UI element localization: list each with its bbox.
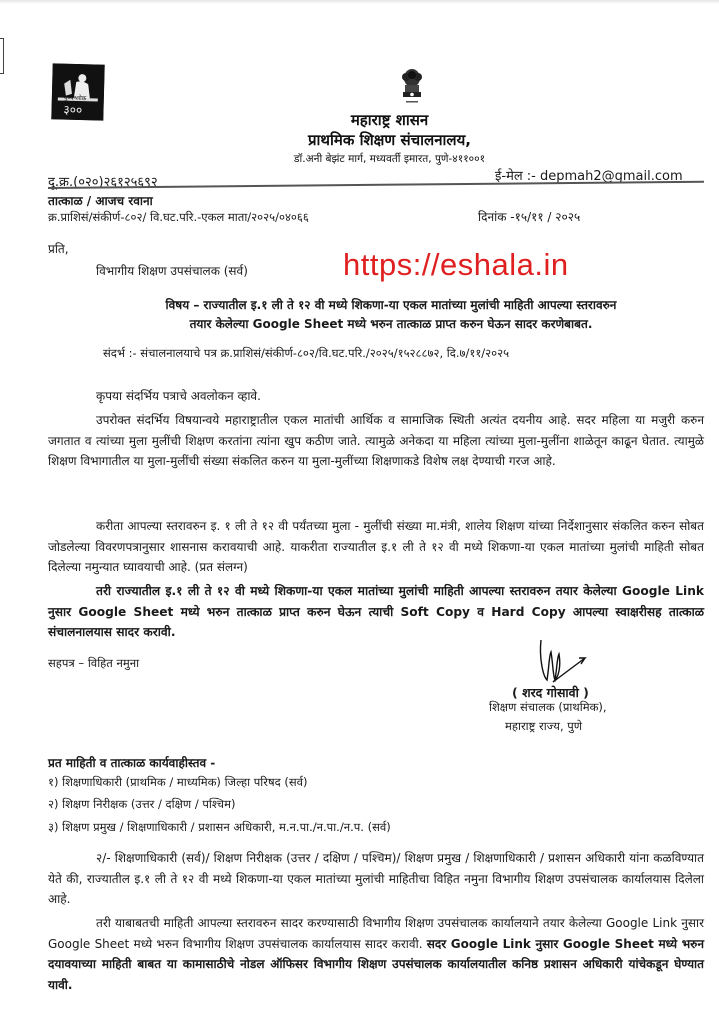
paragraph-1: उपरोक्त संदर्भिय विषयान्वये महाराष्ट्रातील एकल मातांची आर्थिक व सामाजिक स्थिती अत्यंत दयनीय आहे. सदर महिला या मजुरी करुन जगतात व त्यांच्या मुला मुलींची शिक्षण करतांना त्यांना खुप कठीण जाते. त्यामुळे अनेकदा या महिला त्यांच्या मुला-मुलींना शाळेतून काढून घेतात. त्यामुळे शिक्षण विभागातील या मुला-मुलींची संख्या संकलित करुन या मुला-मुलींच्या शिक्षणाकडे विशेष लक्ष देण्याची गरज आहे. xyxy=(48,413,704,468)
addressee: विभागीय शिक्षण उपसंचालक (सर्व) xyxy=(96,264,248,278)
subject-line-1: विषय – राज्यातील इ.१ ली ते १२ वी मध्ये शिकणा-या एकल मातांच्या मुलांची माहिती आपल्या स्तरावरुन xyxy=(165,298,617,312)
paragraph-4: २/- शिक्षणाधिकारी (सर्व)/ शिक्षण निरीक्षक (उत्तर / दक्षिण / पश्चिम)/ शिक्षण प्रमुख / शिक्षणाधिकारी / प्रशासन अधिकारी यांना कळविण्यात येते की, राज्यातील इ.१ ली ते १२ वी मध्ये शिकणा-या एकल मातांच्या मुलांची माहितीचा विहित नमुना विभागीय शिक्षण उपसंचालक कार्यालयास दिलेला आहे. xyxy=(48,851,704,906)
enclosure-label: सहपत्र – विहित नमुना xyxy=(48,656,140,670)
signature-icon xyxy=(535,638,625,688)
paragraph-2: करीता आपल्या स्तरावरुन इ. १ ली ते १२ वी पर्यंतच्या मुला - मुलींची संख्या मा.मंत्री, शालेय शिक्षण यांच्या निर्देशानुसार संकलित करुन सोबत जोडलेल्या विवरणपत्रानुसार शासनास करावयाची आहे. याकरीता राज्यातील इ.१ ली ते १२ वी मध्ये शिकणा-या एकल मातांच्या मुलांची माहिती सोबत दिलेल्या नमुन्यात घ्यावयाची आहे. (प्रत संलग्न) xyxy=(48,519,704,574)
paragraph-5-normal: तरी याबाबतची माहिती आपल्या स्तरावरुन सादर करण्यासाठी विभागीय शिक्षण उपसंचालक कार्यालयाने तयार केलेल्या Google Link नुसार Google Sheet मध्ये भरुन विभागीय शिक्षण उपसंचालक कार्यालयास सादर करावी. xyxy=(48,916,704,951)
paragraph-3: तरी राज्यातील इ.१ ली ते १२ वी मध्ये शिकणा-या एकल मातांच्या मुलांची माहिती आपल्या स्तरावरुन तयार केलेल्या Google Link नुसार Google Sheet मध्ये भरुन तात्काळ प्राप्त करुन घेऊन त्याची Soft Copy व Hard Copy आपल्या स्वाक्षरीसह तात्काळ संचालनालयास सादर करावी. xyxy=(48,584,704,639)
urgency-label: तात्काळ / आजच रवाना xyxy=(48,194,153,208)
greeting: कृपया संदर्भिय पत्राचे अवलोकन व्हावे. xyxy=(96,389,261,403)
svg-text:पुण्यश्लोक: पुण्यश्लोक xyxy=(63,94,87,103)
subject-line-2: तयार केलेल्या Google Sheet मध्ये भरुन तात्काळ प्राप्त करुन घेऊन सादर करणेबाबत. xyxy=(189,317,593,331)
email-address: ई-मेल :- depmah2@gmail.com xyxy=(495,169,683,184)
signatory-place: महाराष्ट्र राज्य, पुणे xyxy=(505,719,583,733)
signatory-name: ( शरद गोसावी ) xyxy=(512,685,589,700)
office-address: डॉ.अनी बेझंट मार्ग, मध्यवर्ती इमारत, पुणे-४११००१ xyxy=(293,153,486,165)
copy-to-title: प्रत माहिती व तात्काळ कार्यवाहीस्तव - xyxy=(48,756,216,770)
watermark-url: https://eshala.in xyxy=(343,247,569,282)
corner-mark xyxy=(0,38,4,74)
to-label: प्रति, xyxy=(48,242,69,256)
letter-date: दिनांक -१५/११ / २०२५ xyxy=(478,210,581,224)
reference-number: क्र.प्राशिसं/संकीर्ण-८०२/ वि.घट.परि.-एकल माता/२०२५/०४०६६ xyxy=(48,210,309,224)
government-name: महाराष्ट्र शासन xyxy=(350,111,429,129)
copy-to-item: १) शिक्षणाधिकारी (प्राथमिक / माध्यमिक) जिल्हा परिषद (सर्व) xyxy=(48,775,308,789)
office-name: प्राथमिक शिक्षण संचालनालय, xyxy=(307,131,471,149)
ashoka-emblem-icon xyxy=(397,68,427,108)
reference-line: संदर्भ :- संचालनालयाचे पत्र क्र.प्राशिसं/संकीर्ण-८०२/वि.घट.परि./२०२५/१५२८८७२, दि.७/११/२०२५ xyxy=(103,346,510,360)
paragraph-5 xyxy=(48,913,704,995)
paragraph-5-bold: सदर Google Link नुसार Google Sheet मध्ये भरुन दयावयाच्या माहिती बाबत या कामासाठीचे नोडल ऑफिसर विभागीय शिक्षण उपसंचालक कार्यालयातील कनिष्ठ प्रशासन अधिकारी यांचेकडून घेण्यात यावी. xyxy=(48,936,705,992)
copy-to-item: ३) शिक्षण प्रमुख / शिक्षणाधिकारी / प्रशासन अधिकारी, म.न.पा./न.पा./न.प. (सर्व) xyxy=(48,820,391,834)
signatory-designation: शिक्षण संचालक (प्राथमिक), xyxy=(489,700,607,714)
subject-block xyxy=(96,296,686,334)
svg-text:३००: ३०० xyxy=(63,102,83,118)
page-edge-shadow xyxy=(0,0,719,4)
phone-number: दू.क्र.(०२०)२६१२५६९२ xyxy=(48,175,158,190)
copy-to-item: २) शिक्षण निरीक्षक (उत्तर / दक्षिण / पश्चिम) xyxy=(48,797,236,811)
